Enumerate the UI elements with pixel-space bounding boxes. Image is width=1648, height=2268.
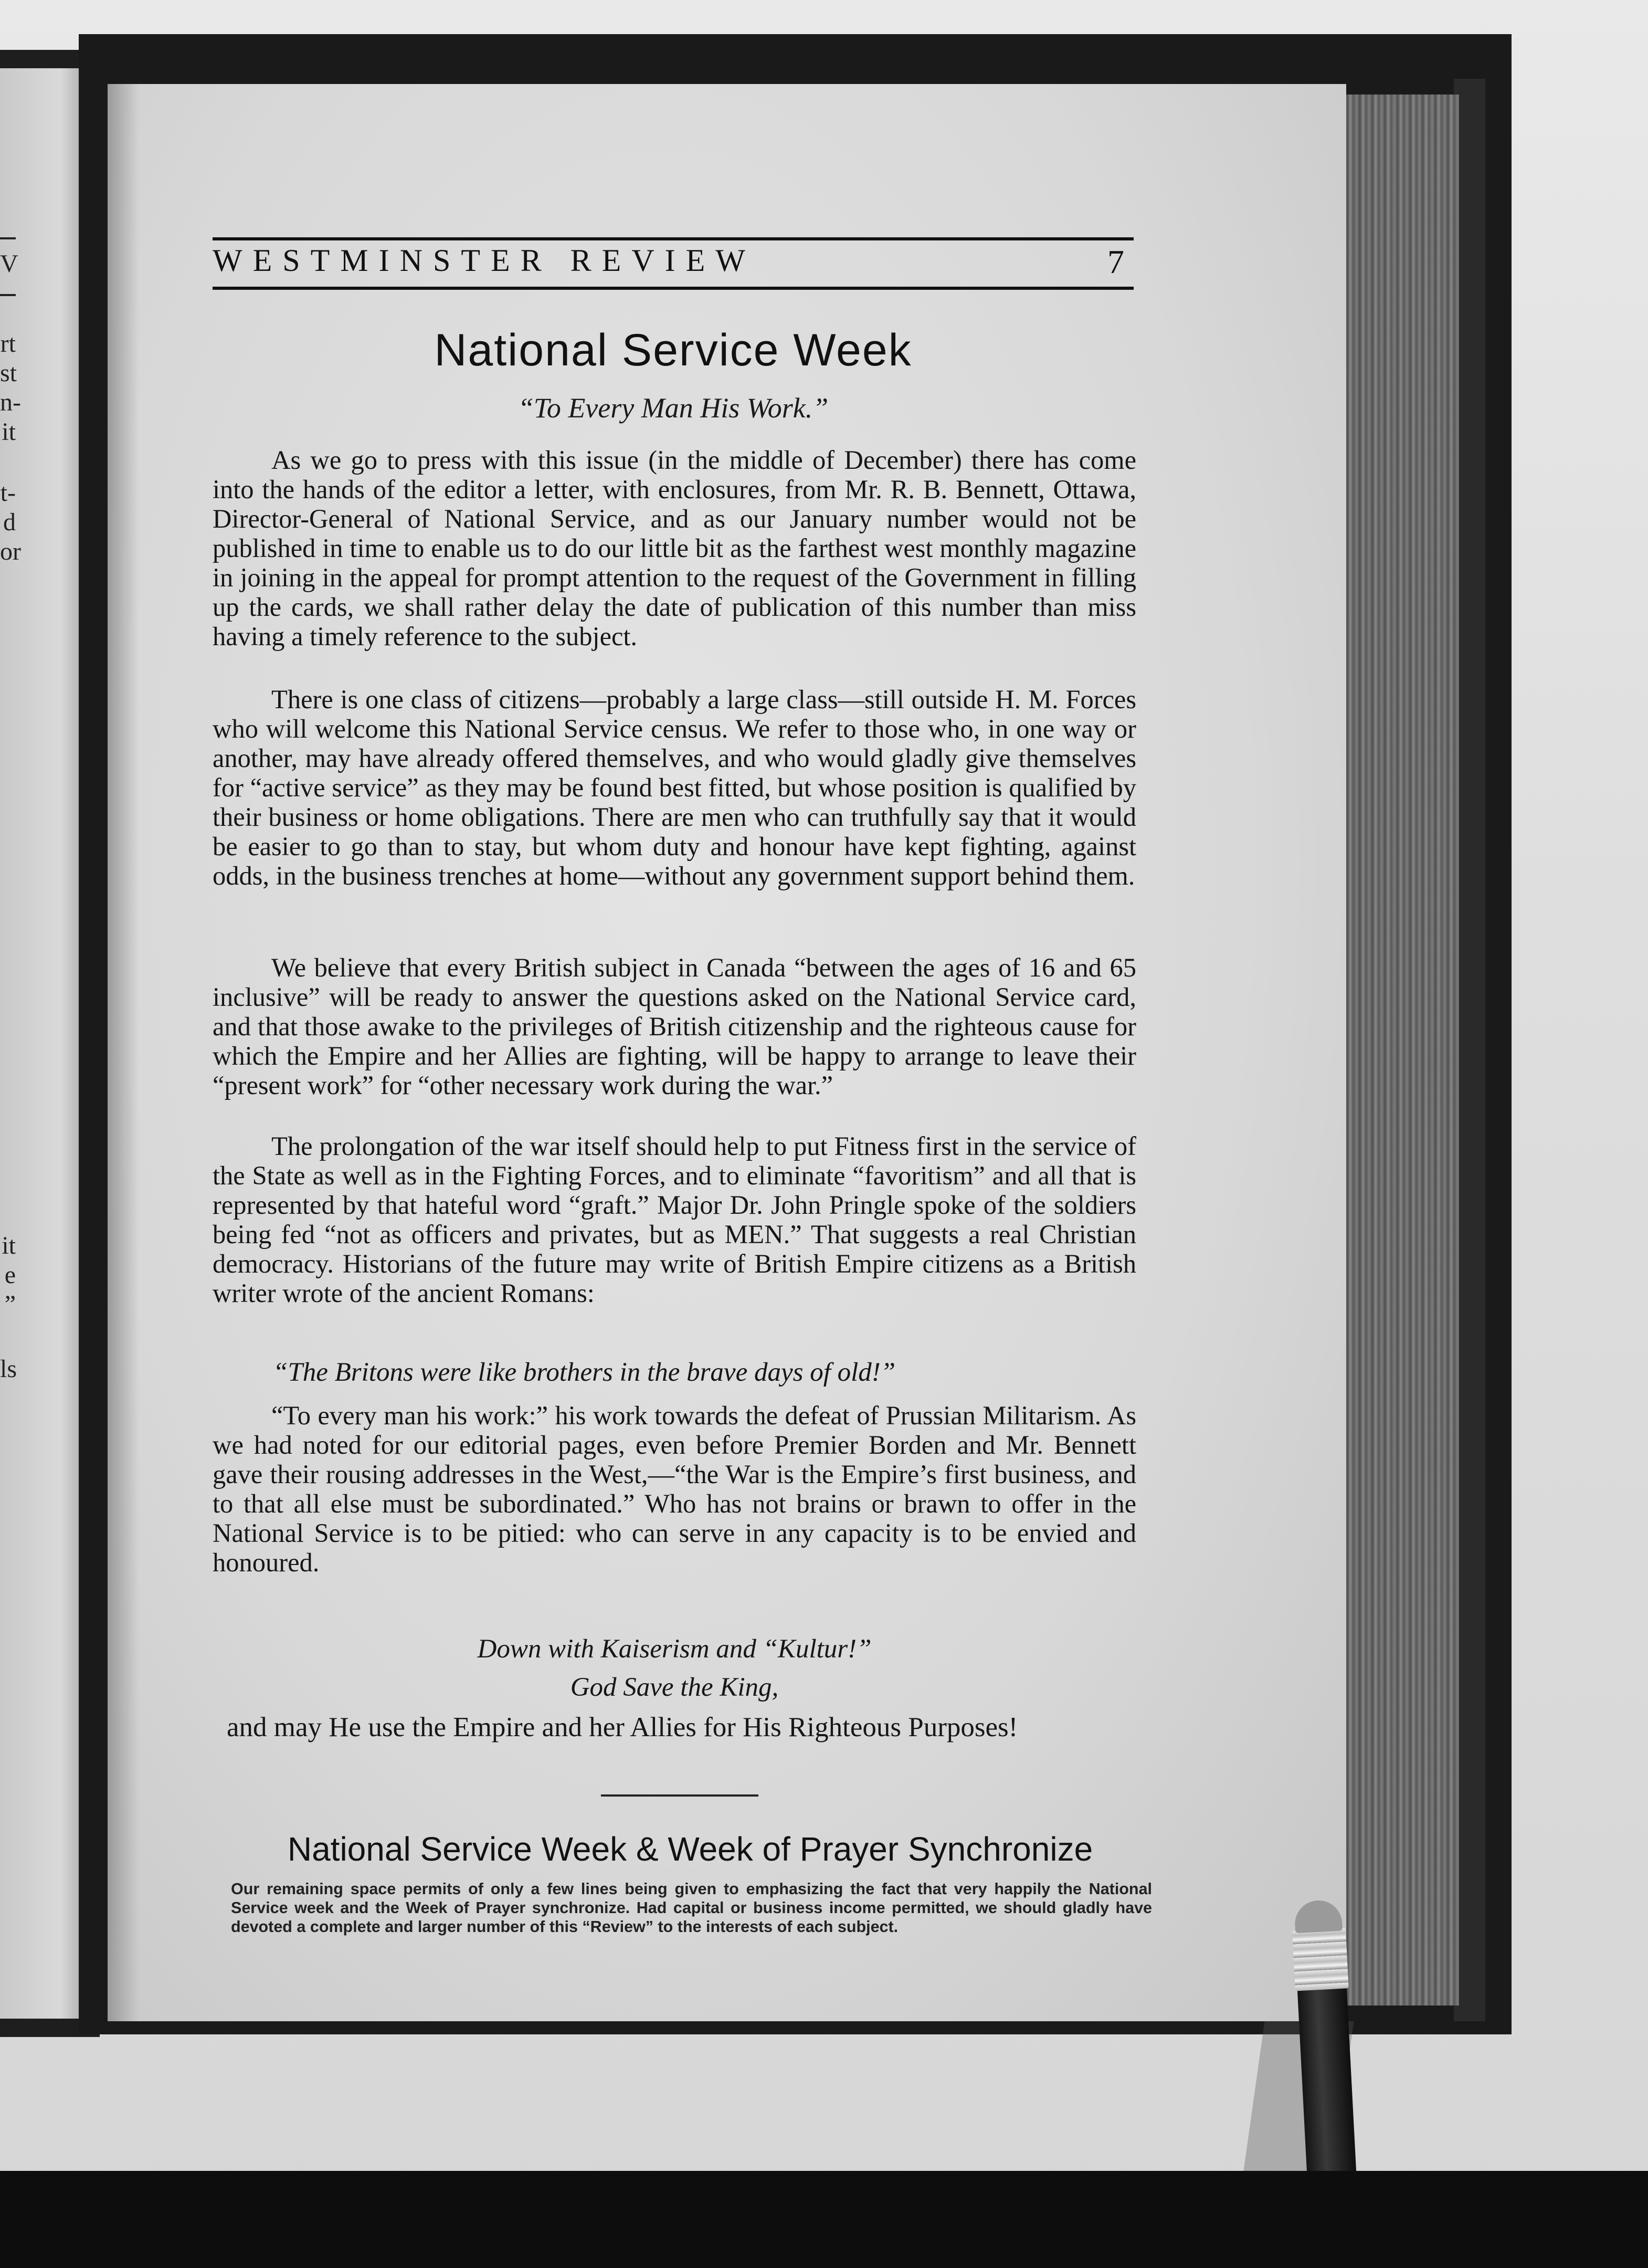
running-title: WESTMINSTER REVIEW [213,243,756,278]
left-page-fragment: it [2,1232,16,1259]
pencil-eraser [1294,1899,1343,1934]
left-page-fragment: or [0,538,21,565]
section-title: National Service Week & Week of Prayer Synchronize [287,1830,1093,1868]
page-number: 7 [1107,243,1124,280]
header-rule-bottom [213,287,1134,290]
closing-line-3: and may He use the Empire and her Allies for His Righteous Purposes! [227,1712,1018,1742]
left-page-fragment: rt [0,330,16,358]
closing-line-1: Down with Kaiserism and “Kultur!” [477,1634,872,1664]
gutter-shadow [108,84,139,2021]
article-quote: “The Britons were like brothers in the brave days of old!” [273,1358,896,1387]
left-page-fragment: V [0,250,18,278]
article-title: National Service Week [434,325,912,375]
section-separator [601,1794,758,1797]
page-block-edge [1341,94,1459,2006]
article-paragraph-2: There is one class of citizens—probably a large class—still outside H. M. Forces who will welcome this National Service census. We refer to those who, in one way or another, may have already offered themselves, and who would gladly give themselves for “active service” as they may be found best fitted, but whose position is qualified by their business or home obligations. There are men who can truthfully say that it would be easier to go than to stay, but whom duty and honour have kept fighting, against odds, in the business trenches at home—without any government support behind them. [213,685,1136,890]
left-page-fragment: ls [0,1355,17,1383]
left-page-fragment: st [0,359,17,387]
left-page-fragment: it [2,418,16,446]
article-paragraph-1: As we go to press with this issue (in the middle of December) there has come into the hands of the editor a letter, with enclosures, from Mr. R. B. Bennett, Ottawa, Director-General of National Service, and as our January number would not be published in time to enable us to do our little bit as the farthest west monthly magazine in joining in the appeal for prompt attention to the request of the Government in filling up the cards, we shall rather delay the date of publication of this number than miss having a timely reference to the subject. [213,445,1136,651]
left-page-fragment: t- [0,479,16,507]
left-page-fragment: n- [0,388,21,416]
article-paragraph-5: “To every man his work:” his work towards the defeat of Prussian Militarism. As we had noted for our editorial pages, even before Premier Borden and Mr. Bennett gave their rousing addresses in the West,—“the War is the Empire’s first business, and to that all else must be subordinated.” Who has not brains or brawn to offer in the National Service is to be pitied: who can serve in any capacity is to be envied and honoured. [213,1401,1136,1577]
left-page-fragment: e [4,1261,16,1289]
left-facing-page [0,68,87,2019]
pencil-body [1297,1986,1358,2198]
closing-line-2: God Save the King, [570,1673,779,1702]
left-page-fragment: ” [4,1290,16,1318]
section-body: Our remaining space permits of only a few lines being given to emphasizing the fact that very happily the National Service week and the Week of Prayer synchronize. Had capital or business income permitted, we should gladly have devoted a complete and larger number of this “Review” to the interests of each subject. [231,1880,1152,1936]
bottom-dark-band [0,2171,1648,2268]
left-page-fragment: d [3,508,16,536]
left-page-rule [0,237,16,239]
article-paragraph-3: We believe that every British subject in Canada “between the ages of 16 and 65 inclusive” will be ready to answer the questions asked on the National Service card, and that those awake to the privileges of British citizenship and the righteous cause for which the Empire and her Allies are fighting, will be happy to arrange to leave their “present work” for “other necessary work during the war.” [213,953,1136,1100]
header-rule-top [213,237,1134,240]
pencil-ferrule [1292,1928,1349,1991]
article-paragraph-4: The prolongation of the war itself should help to put Fitness first in the service of the State as well as in the Fighting Forces, and to eliminate “favoritism” and all that is represented by that hateful word “graft.” Major Dr. John Pringle spoke of the soldiers being fed “not as officers and privates, but as MEN.” That suggests a real Christian democracy. Historians of the future may write of British Empire citizens as a British writer wrote of the ancient Romans: [213,1131,1136,1308]
article-subtitle: “To Every Man His Work.” [517,392,829,424]
left-page-rule [0,294,16,296]
